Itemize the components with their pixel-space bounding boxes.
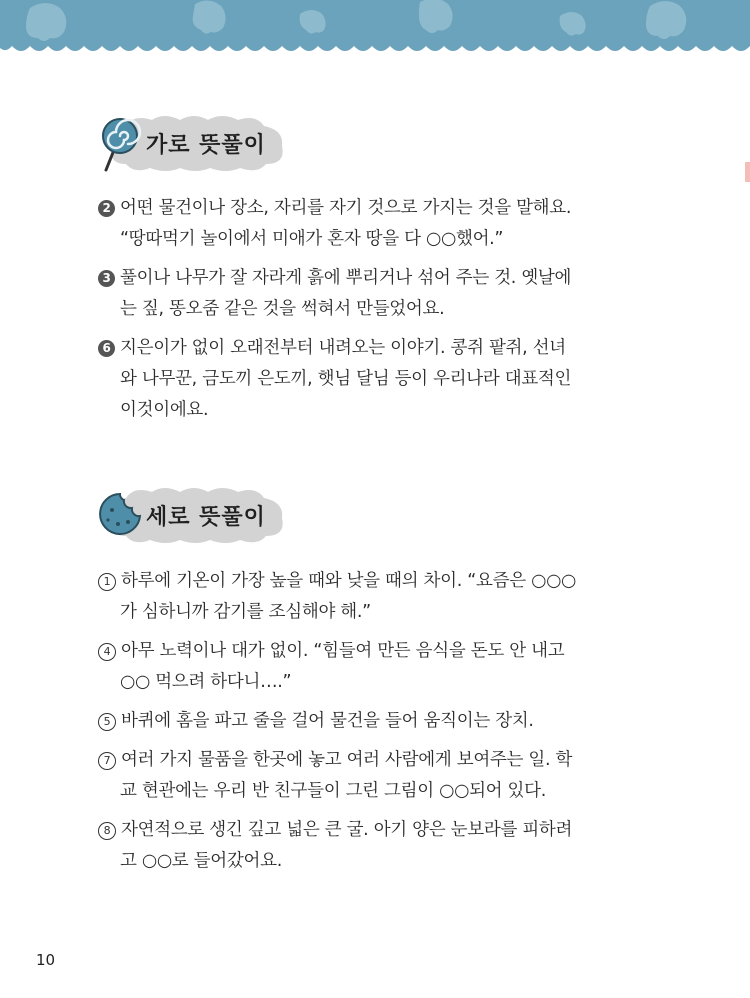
clue-text: 하루에 기온이 가장 높을 때와 낮을 때의 차이. “요즘은 ○○○ [121, 571, 577, 591]
clue-number-badge: 2 [98, 200, 115, 217]
clue-text: 여러 가지 물품을 한곳에 놓고 여러 사람에게 보여주는 일. 학 [121, 750, 573, 770]
clue-text: 자연적으로 생긴 깊고 넓은 큰 굴. 아기 양은 눈보라를 피하려 [121, 820, 573, 840]
down-title: 세로 뜻풀이 [146, 505, 266, 530]
clue-text: 풀이나 나무가 잘 자라게 흙에 뿌리거나 섞어 주는 것. 옛날에 [120, 268, 572, 288]
clue-number-badge: 6 [98, 340, 115, 357]
clue-number-badge: 8 [98, 822, 116, 840]
clue-text: 아무 노력이나 대가 없이. “힘들여 만든 음식을 돈도 안 내고 [121, 641, 565, 661]
cookie-icon [96, 488, 144, 544]
clue-number-badge: 5 [98, 713, 116, 731]
clue-text: 어떤 물건이나 장소, 자리를 자기 것으로 가지는 것을 말해요. [120, 198, 572, 218]
clue-text: ○○ 먹으려 하다니….” [120, 672, 292, 692]
clue-down-7 [98, 745, 646, 807]
clue-text: 는 짚, 똥오줌 같은 것을 썩혀서 만들었어요. [120, 299, 445, 319]
across-title: 가로 뜻풀이 [146, 133, 266, 158]
page-number: 10 [36, 951, 56, 969]
clue-number-badge: 4 [98, 643, 116, 661]
clue-text: 가 심하니까 감기를 조심해야 해.” [120, 602, 371, 622]
down-heading [92, 484, 288, 546]
top-decorative-band [0, 0, 750, 64]
clue-across-3 [98, 263, 646, 325]
clue-across-6 [98, 333, 646, 426]
clue-text: 이것이에요. [120, 400, 209, 420]
clue-text: 고 ○○로 들어갔어요. [120, 851, 282, 871]
side-tab-marker [745, 162, 750, 182]
clue-down-1 [98, 566, 646, 628]
clue-text: 바퀴에 홈을 파고 줄을 걸어 물건을 들어 움직이는 장치. [121, 711, 534, 731]
clue-across-2 [98, 193, 646, 255]
clue-text: 와 나무꾼, 금도끼 은도끼, 햇님 달님 등이 우리나라 대표적인 [120, 369, 572, 389]
clue-down-5 [98, 706, 646, 737]
clue-text: “땅따먹기 놀이에서 미애가 혼자 땅을 다 ○○했어.” [120, 229, 504, 249]
clue-down-4 [98, 636, 646, 698]
across-heading [92, 112, 288, 174]
clue-number-badge: 3 [98, 270, 115, 287]
lollipop-icon [96, 116, 144, 172]
clue-number-badge: 1 [98, 573, 116, 591]
clue-number-badge: 7 [98, 752, 116, 770]
clue-down-8 [98, 815, 646, 877]
clue-text: 지은이가 없이 오래전부터 내려오는 이야기. 콩쥐 팥쥐, 선녀 [120, 338, 566, 358]
clue-text: 교 현관에는 우리 반 친구들이 그린 그림이 ○○되어 있다. [120, 781, 547, 801]
